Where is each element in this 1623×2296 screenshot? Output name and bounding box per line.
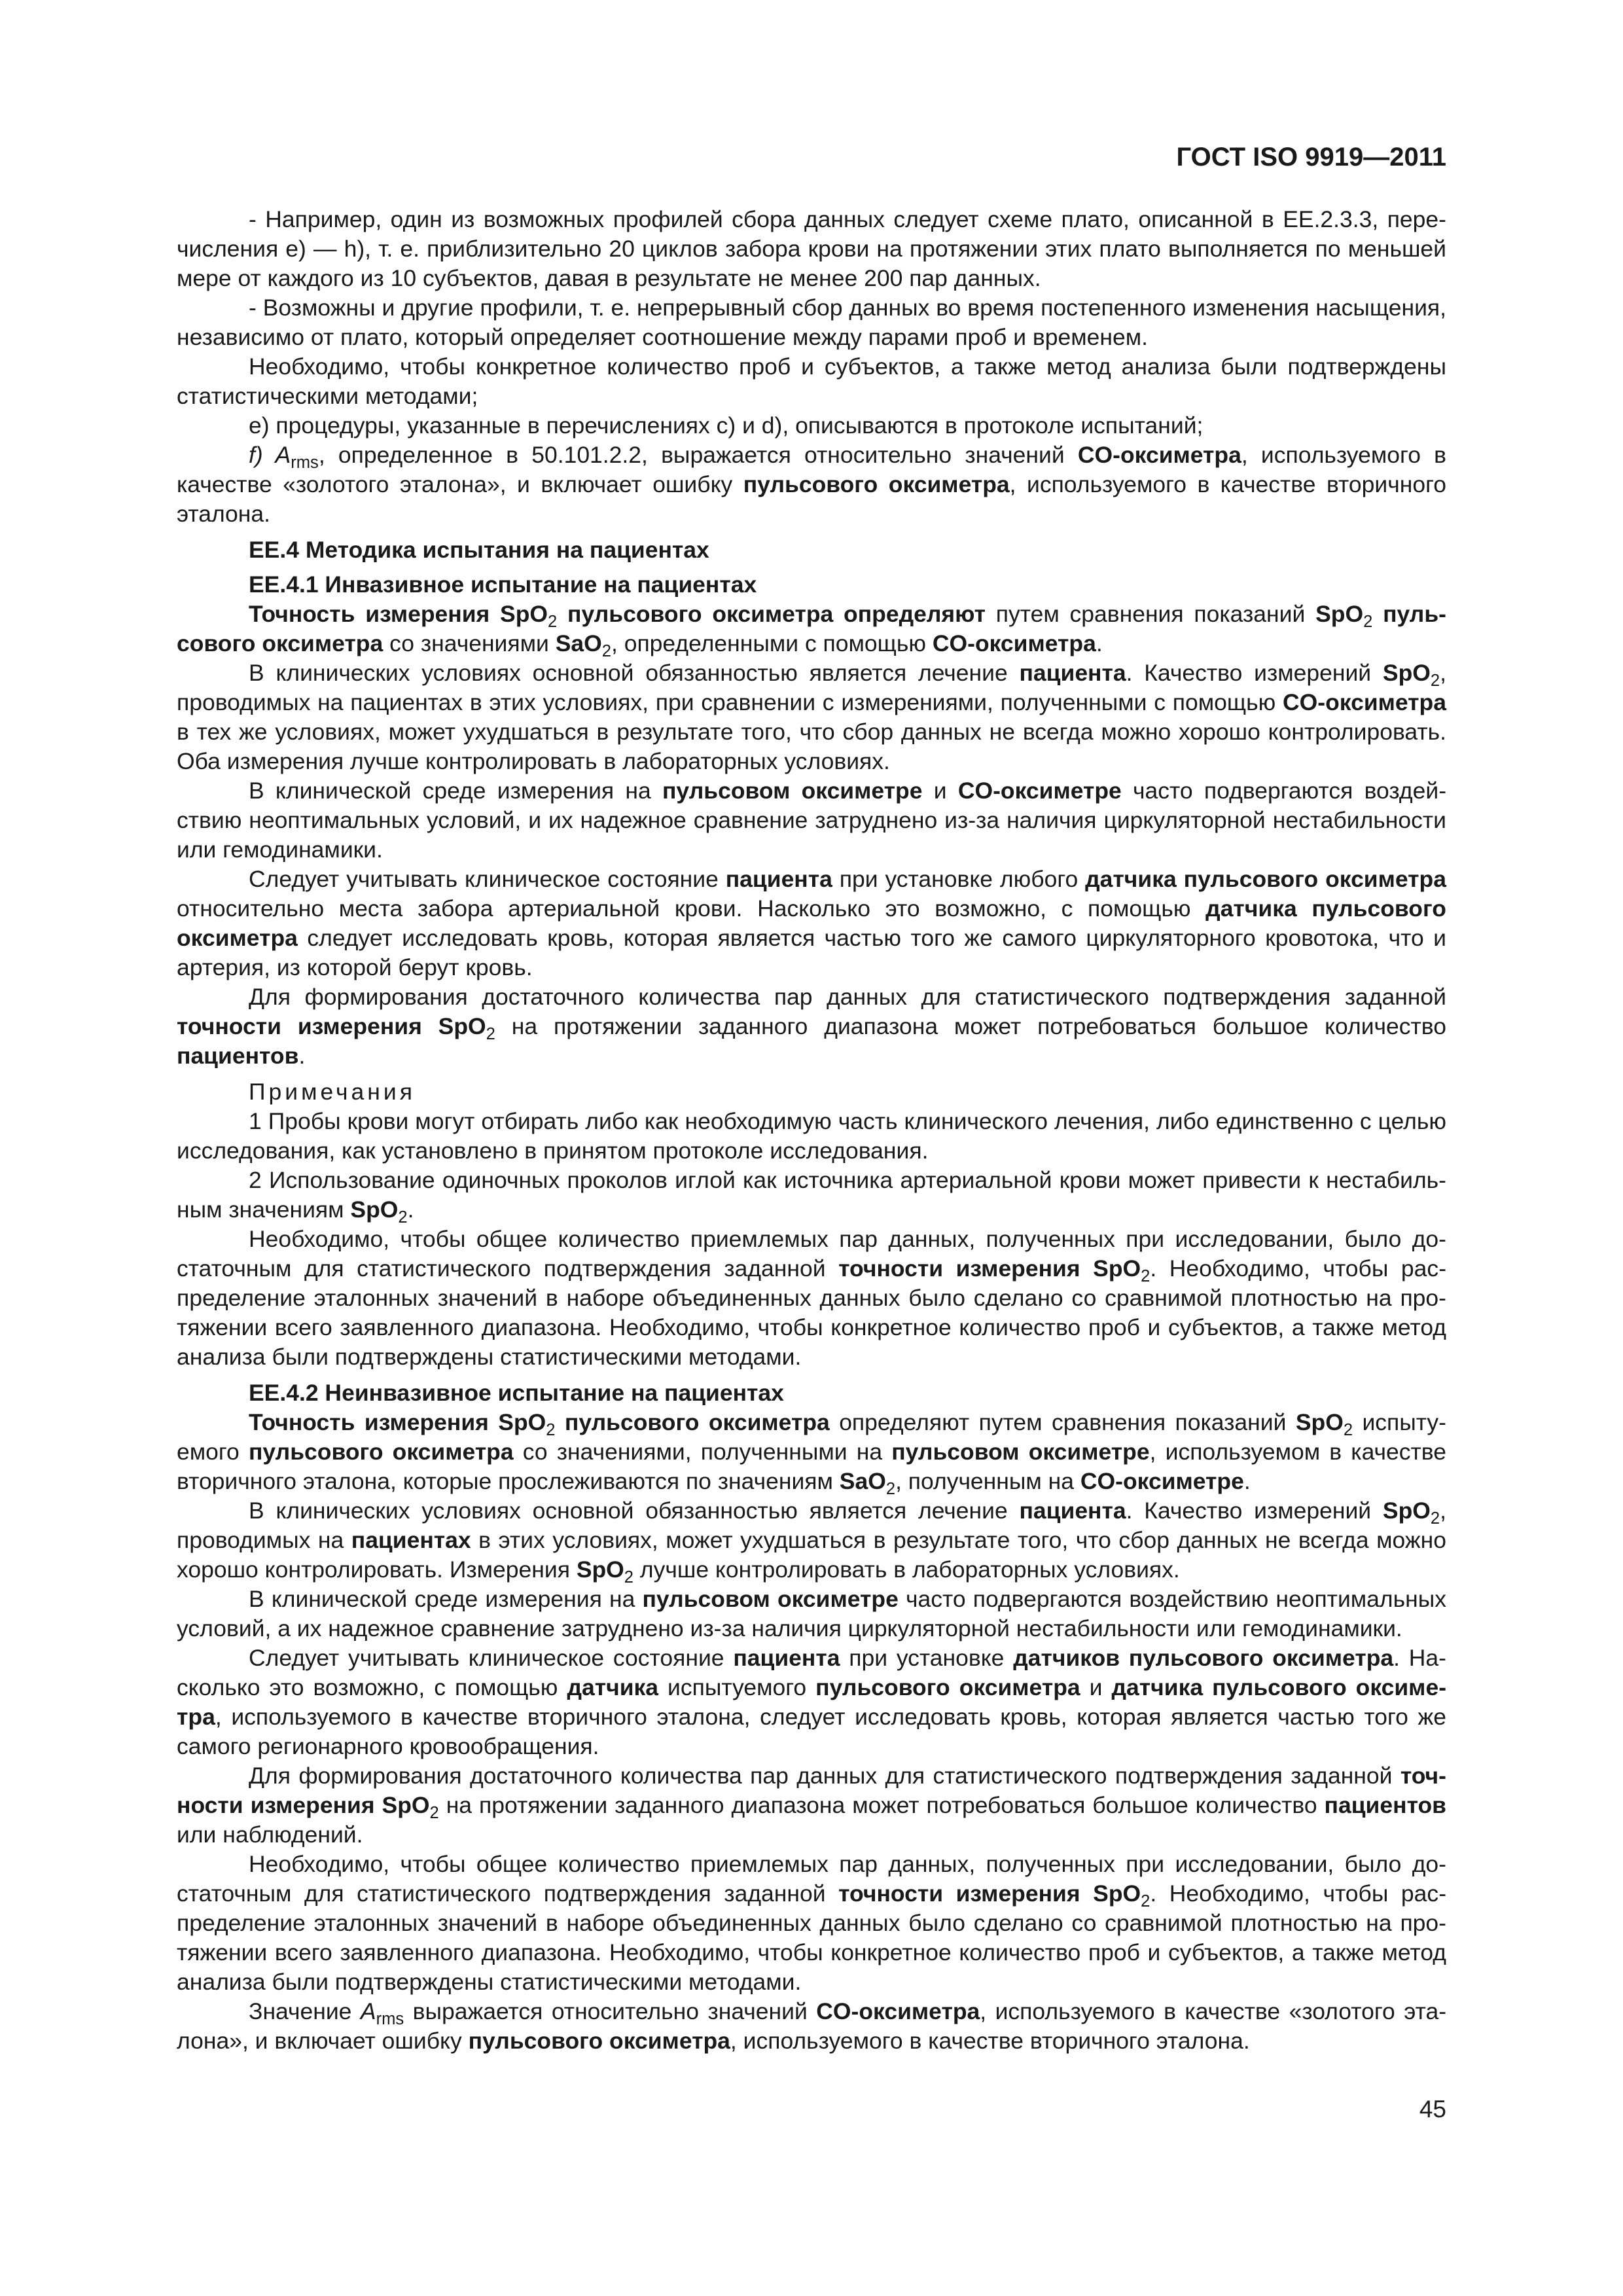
list-item: e) процедуры, указанные в перечислениях c) и d), описываются в протоколе испытаний; (249, 412, 1204, 439)
text-run: лучше контролировать в лабораторных условиях. (633, 1556, 1180, 1583)
term: SaO (555, 630, 602, 656)
term: пульсовом оксиметре (891, 1439, 1150, 1465)
term: SpO (1382, 660, 1431, 686)
term: пульсового оксиметра (815, 1674, 1080, 1700)
paragraph (177, 1225, 1446, 1372)
text-run: относительно места забора артериальной крови. Насколько это возможно, с помощью (177, 895, 1206, 922)
term: пульсового оксиметра определяют (557, 601, 986, 627)
text-run: со значениями, полученными на (513, 1439, 892, 1465)
term: точности измерения SpO (838, 1255, 1141, 1282)
subscript: 2 (1363, 613, 1373, 632)
paragraph: - Возможны и другие профили, т. е. непрерывный сбор данных во время постепенного изменения насыщения, независимо от плато, который определяет соотношение между парами проб и временем. (177, 295, 1446, 350)
text-run: в этих условиях, может ухудшаться в результате того, что сбор данных не всегда можно хорошо контролировать. Измерения (177, 1527, 1446, 1583)
text-run: со значениями (383, 630, 556, 656)
term: пульсового оксиметра (555, 1409, 830, 1435)
paragraph (177, 1997, 1446, 2056)
term: CO-оксиметра (1283, 689, 1446, 715)
term: датчика (567, 1674, 659, 1700)
note-item (177, 1166, 1446, 1225)
text-run: . (407, 1196, 414, 1223)
text-run: , полученным на (895, 1468, 1080, 1494)
text-run: В клинической среде измерения на (249, 1586, 643, 1612)
text-run: , используемого в качестве вторичного эталона, следует исследовать кровь, которая является частью того же самого регионарного кровообращения. (177, 1704, 1446, 1759)
paragraph (177, 1585, 1446, 1643)
text-run: . Необходимо, чтобы распределение эталонных значений в наборе объединенных данных было сделано со сравнимой плотностью на протяжении всего заявленного диапазона. Необходимо, чтобы конкретное количество проб и субъектов, а также метод анализа были подтверждены статистическими методами. (177, 1880, 1447, 1995)
text-run: , проводимых на пациентах в этих условиях, при сравнении с измерениями, полученными с помощью (177, 660, 1446, 715)
text-run: . Необходимо, чтобы распределение эталонных значений в наборе объединенных данных было сделано со сравнимой плотностью на протяжении всего заявленного диапазона. Необходимо, чтобы конкретное количество проб и субъектов, а также метод анализа были подтверждены статистическими методами. (177, 1255, 1447, 1370)
term: пациентов (1324, 1792, 1446, 1818)
text-run: , используемого в качестве «золотого эталона», и включает ошибку (177, 442, 1446, 497)
text-run: часто подвергаются воздействию неоптимальных условий, а их надежное сравнение затруднено из-за наличия циркуляторной нестабильности или гемодинамики. (177, 1586, 1447, 1641)
term: датчика пульсового оксиметра (177, 1674, 1447, 1730)
text-run: Необходимо, чтобы общее количество приемлемых пар данных, полученных при исследовании, было достаточным для статистического подтверждения заданной (177, 1226, 1446, 1282)
text-run: при установке (840, 1645, 1014, 1671)
text-run: следует исследовать кровь, которая является частью того же самого циркуляторного кровотока, что и артерия, из которой берут кровь. (177, 925, 1446, 980)
text-run: , проводимых на (177, 1498, 1446, 1553)
subscript: 2 (429, 1804, 439, 1823)
term: точности измерения SpO (838, 1880, 1141, 1907)
term: точности измерения SpO (177, 1013, 486, 1039)
text-run: испытуемого (177, 1409, 1446, 1465)
paragraph (177, 1496, 1446, 1585)
subsection-heading: EE.4.2 Неинвазивное испытание на пациентах (249, 1380, 784, 1406)
term: CO-оксиметра (1077, 442, 1241, 468)
term: CO-оксиметре (1080, 1468, 1244, 1494)
text-run: выражается относительно значений (404, 1998, 817, 2024)
term: SpO (350, 1196, 399, 1223)
term: пульсового оксиметра (743, 471, 1010, 497)
term: SpO (1295, 1409, 1344, 1435)
notes-heading: Примечания (249, 1079, 416, 1105)
subscript: 2 (1430, 1509, 1440, 1528)
text-run: на протяжении заданного диапазона может потребоваться большое количество (438, 1792, 1325, 1818)
term: CO-оксиметре (957, 778, 1122, 804)
list-item (177, 440, 1446, 529)
term: пульсового оксиметра (177, 601, 1446, 656)
subscript: 2 (1343, 1421, 1353, 1440)
subscript: 2 (548, 613, 558, 632)
term: Точность измерения SpO (249, 601, 548, 627)
subscript: 2 (601, 642, 611, 661)
text-run: . Качество измерений (1126, 1498, 1383, 1524)
term: пациента (733, 1645, 840, 1671)
text-run: и (1080, 1674, 1112, 1700)
term: CO-оксиметра (816, 1998, 980, 2024)
text-run: В клинических условиях основной обязанностью является лечение (249, 1498, 1020, 1524)
text-run: В клинических условиях основной обязанностью является лечение (249, 660, 1020, 686)
arms-symbol: A (360, 1998, 376, 2024)
text-run: Следует учитывать клиническое состояние (249, 1645, 734, 1671)
term: пациента (1019, 1498, 1126, 1524)
term: пациентах (351, 1527, 471, 1553)
subscript: 2 (546, 1421, 556, 1440)
text-run: или наблюдений. (177, 1821, 363, 1848)
text-run: , используемом в качестве вторичного эталона, которые прослеживаются по значениям (177, 1439, 1446, 1494)
paragraph (177, 1408, 1446, 1499)
text-run: на протяжении заданного диапазона может потребоваться большое количество (495, 1013, 1447, 1039)
text-run: Необходимо, чтобы общее количество приемлемых пар данных, полученных при исследовании, было достаточным для статистического подтверждения заданной (177, 1851, 1446, 1907)
text-run: в тех же условиях, может ухудшаться в результате того, что сбор данных не всегда можно хорошо контролировать. Оба измерения лучше контролировать в лабораторных условиях. (177, 719, 1446, 774)
paragraph (177, 600, 1446, 661)
term: пациента (1019, 660, 1126, 686)
text-run: Следует учитывать клиническое состояние (249, 866, 726, 892)
text-run: , используемого в качестве вторичного эталона. (730, 2028, 1250, 2054)
text-run: Для формирования достаточного количества пар данных для статистического подтверждения заданной (249, 984, 1446, 1010)
term: SpO (1382, 1498, 1431, 1524)
term: Точность измерения SpO (249, 1409, 546, 1435)
paragraph (177, 1643, 1446, 1761)
page-number: 45 (1419, 2096, 1446, 2123)
text-run: часто подвергаются воздействию неоптимальных условий, и их надежное сравнение затруднено из-за наличия циркуляторной нестабильности или гемодинамики. (177, 778, 1447, 863)
text-run: Для формирования достаточного количества пар данных для статистического подтверждения заданной (249, 1763, 1400, 1789)
subscript: 2 (1141, 1892, 1150, 1911)
term: датчиков пульсового оксиметра (1013, 1645, 1394, 1671)
text-run: . (1096, 630, 1103, 656)
text-run: и (922, 778, 958, 804)
text-run: путем сравнения показаний (985, 601, 1316, 627)
term: датчика пульсового оксиметра (1085, 866, 1446, 892)
section-heading: EE.4 Методика испытания на пациентах (249, 537, 709, 563)
paragraph (177, 1850, 1446, 1997)
subscript: 2 (1141, 1267, 1150, 1286)
paragraph (177, 658, 1446, 776)
term: пульсового оксиметра (248, 1439, 514, 1465)
text-run: , определенное в 50.101.2.2, выражается относительно значений (318, 442, 1078, 468)
subscript: 2 (624, 1568, 634, 1587)
paragraph (177, 865, 1446, 982)
term: точности измерения SpO (177, 1763, 1446, 1818)
subscript: 2 (1430, 672, 1440, 691)
document-header: ГОСТ ISO 9919—2011 (1176, 143, 1446, 171)
term: пациента (725, 866, 832, 892)
term: пульсовом оксиметре (642, 1586, 899, 1612)
text-run: испытуемого (658, 1674, 816, 1700)
text-run: . (1243, 1468, 1251, 1494)
subscript: rms (291, 454, 319, 473)
subscript: 2 (486, 1025, 495, 1044)
term: SaO (839, 1468, 886, 1494)
text-run: Значение (249, 1998, 361, 2024)
note-item: 1 Пробы крови могут отбирать либо как необходимую часть клинического лечения, либо единственно с целью исследования, как установлено в принятом протоколе исследования. (177, 1108, 1446, 1164)
text-run: . (298, 1043, 306, 1069)
subscript: 2 (885, 1480, 896, 1499)
text-run: . Насколько это возможно, с помощью (177, 1645, 1446, 1700)
subsection-heading: EE.4.1 Инвазивное испытание на пациентах (249, 571, 757, 598)
text-run: при установке любого (832, 866, 1086, 892)
term: пульсовом оксиметре (662, 778, 923, 804)
paragraph: Необходимо, чтобы конкретное количество проб и субъектов, а также метод анализа были подтверждены статистическими методами; (177, 353, 1446, 409)
text-run: , определенными с помощью (611, 630, 933, 656)
arms-symbol: f) A (249, 442, 291, 468)
term: датчика пульсового оксиметра (177, 895, 1446, 951)
subscript: 2 (398, 1208, 408, 1227)
paragraph (177, 1761, 1446, 1850)
subscript: rms (376, 2010, 404, 2029)
term: пульсового оксиметра (468, 2028, 730, 2054)
text-run: . Качество измерений (1126, 660, 1383, 686)
term: пациентов (177, 1043, 299, 1069)
term: SpO (576, 1556, 624, 1583)
paragraph: - Например, один из возможных профилей сбора данных следует схеме плато, описанной в EE.2.3.3, перечисления e) — h), т. е. приблизительно 20 циклов забора крови на протяжении этих плато выполняется по меньшей мере от каждого из 10 субъектов, давая в результате не менее 200 пар данных. (177, 206, 1446, 291)
term: SpO (1315, 601, 1364, 627)
text-run: определяют путем сравнения показаний (829, 1409, 1296, 1435)
paragraph (177, 776, 1446, 865)
document-page (177, 141, 1446, 2157)
term: CO-оксиметра (932, 630, 1096, 656)
paragraph (177, 982, 1446, 1071)
text-run: , используемого в качестве «золотого эталона», и включает ошибку (177, 1998, 1447, 2054)
text-run: 2 Использование одиночных проколов иглой как источника артериальной крови может привести к нестабильным значениям (177, 1167, 1446, 1223)
text-run: , используемого в качестве вторичного эталона. (177, 471, 1446, 527)
text-run: В клинической среде измерения на (249, 778, 662, 804)
